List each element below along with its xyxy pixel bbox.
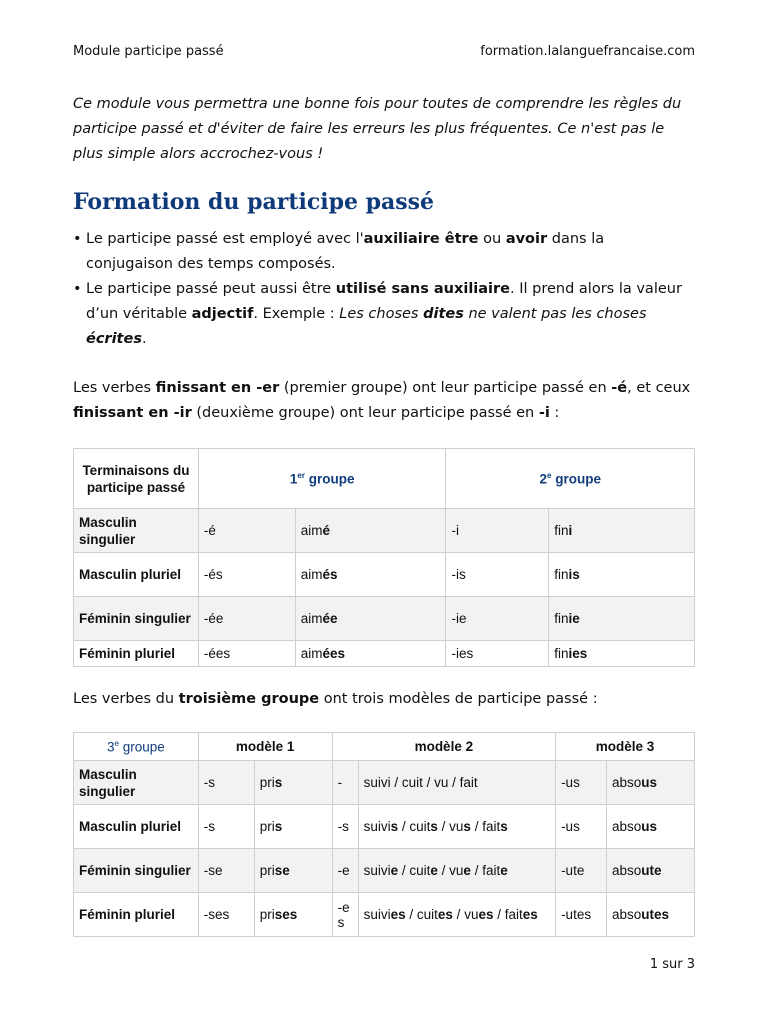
header-title: Module participe passé [73,44,224,59]
bullet-item: • Le participe passé est employé avec l'auxiliaire être ou avoir dans la conjugaison des temps composés. [73,227,695,277]
table-row: Féminin pluriel -ées aimées -ies finies [74,641,695,667]
header-group-2: 2e groupe [446,449,695,509]
table-groups-1-2 [73,448,695,667]
bullet-list [73,227,695,352]
header-model-2: modèle 2 [332,733,555,761]
table-header-row [74,449,695,509]
header-site: formation.lalanguefrancaise.com [480,44,695,59]
header-model-3: modèle 3 [556,733,695,761]
paragraph-group-3: Les verbes du troisième groupe ont trois modèles de participe passé : [73,691,598,707]
header-model-1: modèle 1 [198,733,332,761]
intro-text: Ce module vous permettra une bonne fois pour toutes de comprendre les règles du participe passé et d'éviter de faire les erreurs les plus fréquentes. Ce n'est pas le plus simple alors accrochez-vous ! [73,96,682,162]
section-heading: Formation du participe passé [73,189,435,215]
table-row: Masculin pluriel -és aimés -is finis [74,553,695,597]
table-row: Féminin singulier -se prise -e suivie / cuite / vue / faite -ute absoute [74,849,695,893]
table-row: Masculin singulier -é aimé -i fini [74,509,695,553]
header-terminaisons: Terminaisons du participe passé [74,449,199,509]
table-header-row [74,733,695,761]
header-group-1: 1er groupe [198,449,446,509]
table-row: Masculin singulier -s pris - suivi / cuit / vu / fait -us absous [74,761,695,805]
table-group-3 [73,732,695,937]
page-number: 1 sur 3 [649,957,695,972]
table-row: Féminin singulier -ée aimée -ie finie [74,597,695,641]
page-content [73,92,695,937]
table-row: Masculin pluriel -s pris -s suivis / cuits / vus / faits -us absous [74,805,695,849]
header-group-3: 3e groupe [74,733,199,761]
bullet-item: • Le participe passé peut aussi être utilisé sans auxiliaire. Il prend alors la valeur d’un véritable adjectif. Exemple : Les choses dites ne valent pas les choses écrites. [73,277,695,352]
table-row: Féminin pluriel -ses prises -es suivies / cuites / vues / faites -utes absoutes [74,893,695,937]
paragraph-groups-1-2: Les verbes finissant en -er (premier groupe) ont leur participe passé en -é, et ceux finissant en -ir (deuxième groupe) ont leur participe passé en -i : [73,380,691,421]
